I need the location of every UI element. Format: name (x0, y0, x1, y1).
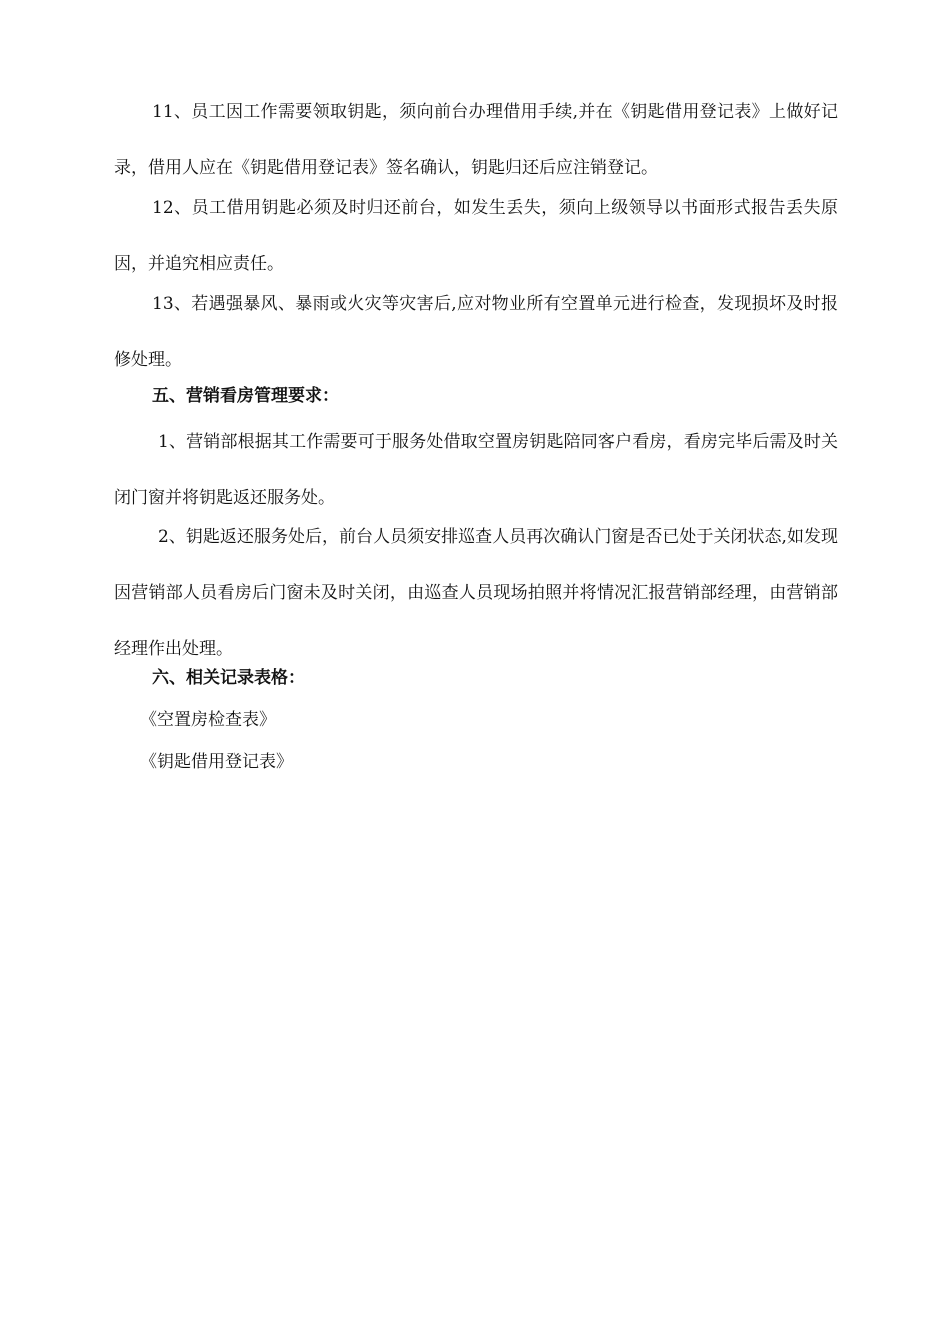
section-heading-marketing: 五、营销看房管理要求： (152, 386, 339, 406)
paragraph-item-12: 12、员工借用钥匙必须及时归还前台，如发生丢失，须向上级领导以书面形式报告丢失原因，并追究相应责任。 (114, 198, 838, 274)
paragraph-item-11: 11、员工因工作需要领取钥匙，须向前台办理借用手续,并在《钥匙借用登记表》上做好记录，借用人应在《钥匙借用登记表》签名确认，钥匙归还后应注销登记。 (114, 102, 838, 178)
form-reference-key-borrowing: 《钥匙借用登记表》 (140, 752, 293, 772)
form-reference-vacant-inspection: 《空置房检查表》 (140, 710, 276, 730)
marketing-item-1: 1、营销部根据其工作需要可于服务处借取空置房钥匙陪同客户看房，看房完毕后需及时关闭门窗并将钥匙返还服务处。 (114, 432, 838, 508)
paragraph-item-13: 13、若遇强暴风、暴雨或火灾等灾害后,应对物业所有空置单元进行检查，发现损坏及时报修处理。 (114, 294, 838, 370)
section-heading-records: 六、相关记录表格： (152, 668, 305, 688)
marketing-item-2: 2、钥匙返还服务处后，前台人员须安排巡查人员再次确认门窗是否已处于关闭状态,如发现因营销部人员看房后门窗未及时关闭，由巡查人员现场拍照并将情况汇报营销部经理，由营销部经理作出处理。 (114, 527, 838, 659)
